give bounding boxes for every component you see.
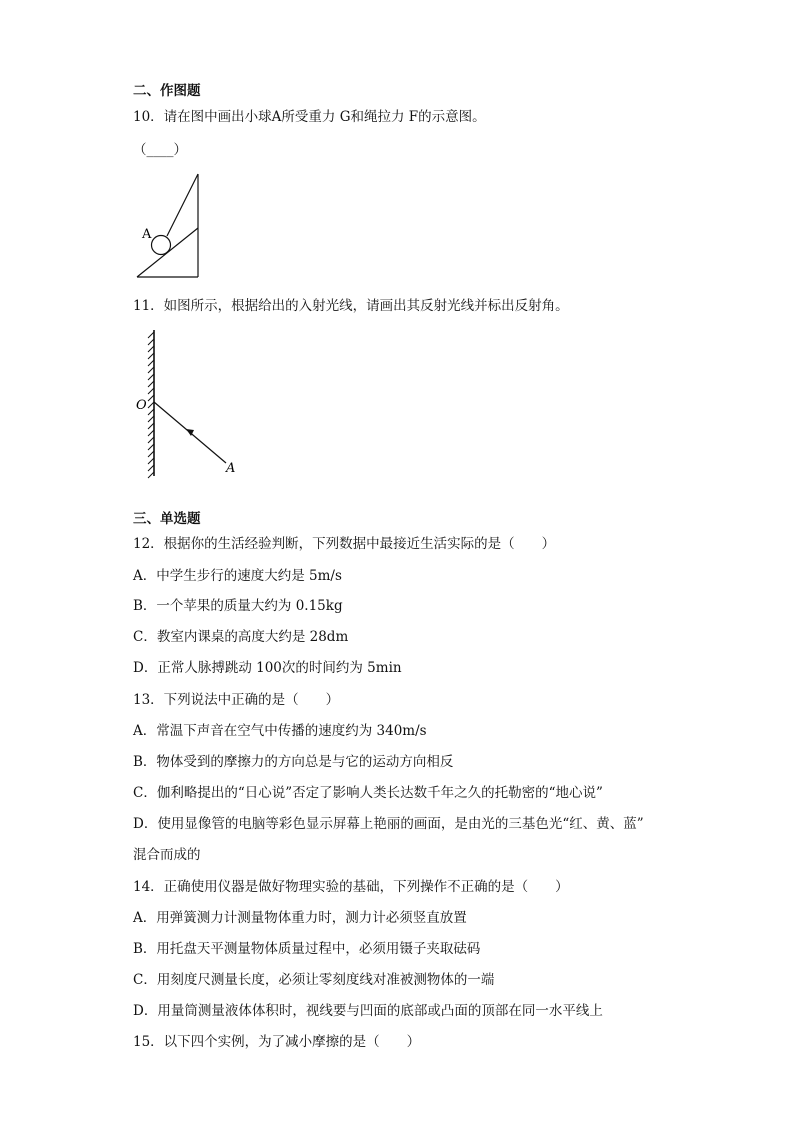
question-10-text: 10．请在图中画出小球A所受重力 G和绳拉力 F的示意图。 [133,109,486,125]
option-13-d: D．使用显像管的电脑等彩色显示屏幕上艳丽的画面，是由光的三基色光“红、黄、蓝” [133,816,644,832]
option-14-d: D．用量筒测量液体体积时，视线要与凹面的底部或凸面的顶部在同一水平线上 [133,1003,603,1019]
section-heading-single-choice: 三、单选题 [133,511,201,527]
option-12-a: A．中学生步行的速度大约是 5m/s [133,568,342,584]
option-13-c: C．伽利略提出的“日心说”否定了影响人类长达数千年之久的托勒密的“地心说” [133,785,603,801]
option-14-b: B．用托盘天平测量物体质量过程中，必须用镊子夹取砝码 [133,941,481,957]
label-o: O [136,398,147,413]
question-12-stem: 12．根据你的生活经验判断，下列数据中最接近生活实际的是（ ） [133,536,556,552]
label-a: A [226,461,236,476]
ball-a [152,236,171,255]
option-14-c: C．用刻度尺测量长度，必须让零刻度线对准被测物体的一端 [133,972,495,988]
answer-blank: （____） [133,142,187,158]
option-13-b: B．物体受到的摩擦力的方向总是与它的运动方向相反 [133,754,454,770]
figure-mirror-reflection [130,326,245,485]
option-12-b: B．一个苹果的质量大约为 0.15kg [133,598,343,614]
question-15-stem: 15．以下四个实例，为了减小摩擦的是（ ） [133,1034,421,1050]
option-12-d: D．正常人脉搏跳动 100次的时间约为 5min [133,660,402,676]
option-13-d-continued: 混合而成的 [133,847,201,863]
figure-ball-on-incline [133,170,213,286]
mirror-hatching [148,332,154,478]
question-13-stem: 13．下列说法中正确的是（ ） [133,692,340,708]
option-12-c: C．教室内课桌的高度大约是 28dm [133,629,349,645]
section-heading-drawing: 二、作图题 [133,83,201,99]
question-11-text: 11．如图所示，根据给出的入射光线，请画出其反射光线并标出反射角。 [133,298,569,314]
option-14-a: A．用弹簧测力计测量物体重力时，测力计必须竖直放置 [133,910,467,926]
option-13-a: A．常温下声音在空气中传播的速度约为 340m/s [133,723,427,739]
label-a: A [142,227,152,242]
question-14-stem: 14．正确使用仪器是做好物理实验的基础，下列操作不正确的是（ ） [133,879,569,895]
